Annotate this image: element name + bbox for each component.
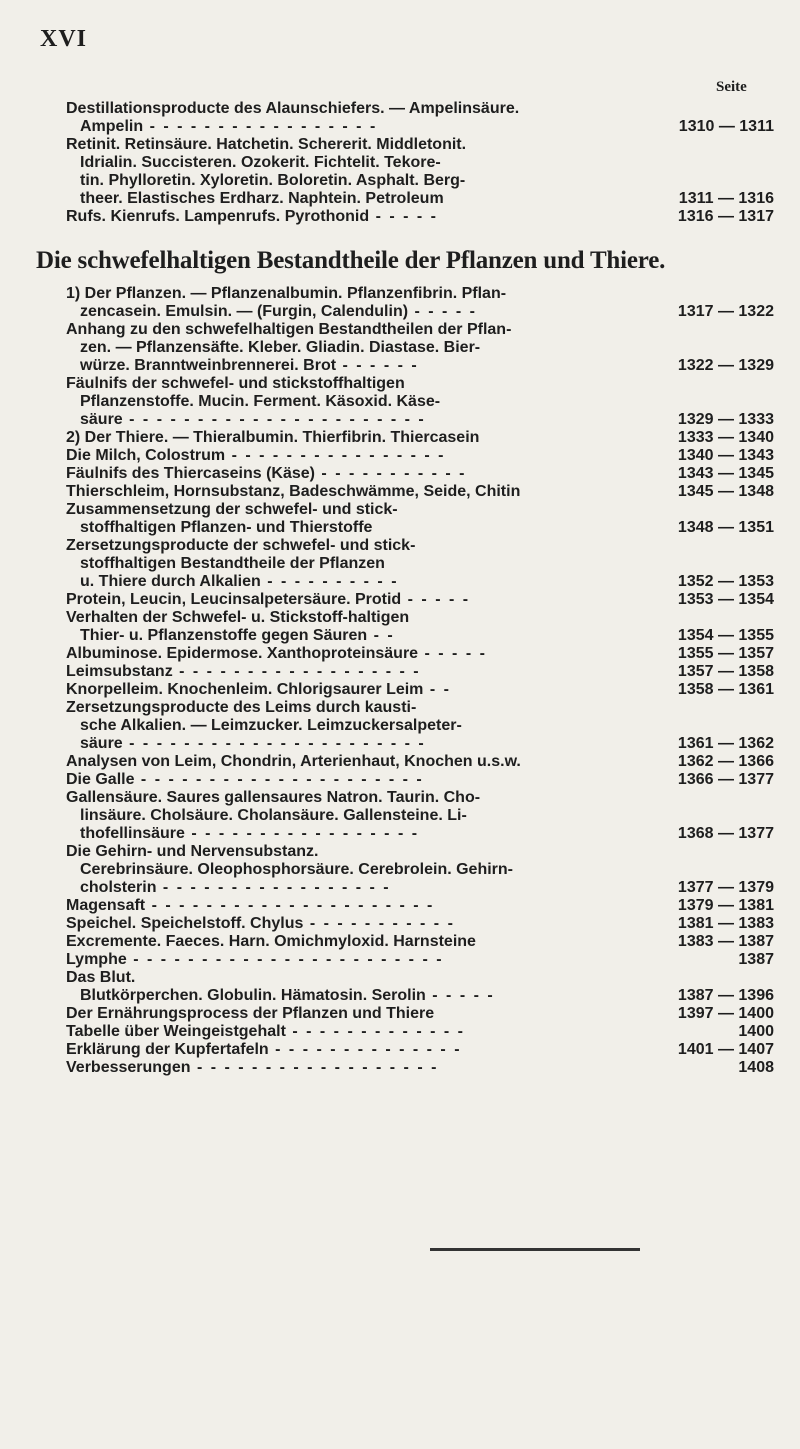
toc-entry-text: würze. Branntweinbrennerei. Brot - - - - - - [80,357,419,374]
toc-entry-text: Pflanzenstoffe. Mucin. Ferment. Käsoxid. Käse- [80,393,441,410]
toc-entry-line [66,699,774,717]
toc-entry [66,429,774,447]
toc-entry-line [66,843,774,861]
toc-entry [66,591,774,609]
toc-entry [66,321,774,375]
toc-entry-text: stoffhaltigen Pflanzen- und Thierstoffe [80,519,373,536]
toc-entry-line [66,190,774,208]
toc-entry-line [66,807,774,825]
toc-entry [66,100,774,136]
toc-entry-line [66,537,774,555]
toc-entry-line [66,987,774,1005]
toc-entry-text: Protein, Leucin, Leucinsalpetersäure. Protid - - - - - [66,591,471,608]
leader-dashes: - - - - - - - - - - - - - - - - - - - - - [134,771,424,788]
leader-dashes: - - - - - - - - - - - - - - - - - - - - - - [122,411,426,428]
page-range: 1387 [738,951,774,968]
toc-entry [66,897,774,915]
toc-entry-line [66,285,774,303]
page-range: 1355 — 1357 [677,645,774,662]
toc-entry-line [66,483,774,501]
toc-entry-line [66,573,774,591]
toc-entry-text: Rufs. Kienrufs. Lampenrufs. Pyrothonid - - - - - [66,208,439,225]
leader-dashes: - - [423,681,451,698]
toc-entry [66,843,774,897]
toc-entry-line [66,735,774,753]
page-range: 1353 — 1354 [677,591,774,608]
toc-entry-text: Anhang zu den schwefelhaltigen Bestandtheilen der Pflan- [66,321,512,338]
column-header-seite: Seite [716,79,747,95]
toc-entry-text: Blutkörperchen. Globulin. Hämatosin. Serolin - - - - - [80,987,495,1004]
page-range: 1343 — 1345 [677,465,774,482]
leader-dashes: - - - - - - - - - - - - - - - - - - - - - - - [126,951,444,968]
toc-entry [66,136,774,208]
leader-dashes: - - - - - - - - - - - [314,465,467,482]
toc-entry [66,951,774,969]
toc-entry-line [66,429,774,447]
toc-entry-line [66,951,774,969]
page-range: 1381 — 1383 [677,915,774,932]
toc-entry-text: Fäulnifs des Thiercaseins (Käse) - - - - - - - - - - - [66,465,467,482]
page-range: 1354 — 1355 [677,627,774,644]
toc-entry-line [66,879,774,897]
leader-dashes: - - - - - - - - - - - [303,915,455,932]
toc-entry-text: zencasein. Emulsin. — (Furgin, Calendulin) - - - - - [80,303,477,320]
toc-entry [66,465,774,483]
page-range: 1379 — 1381 [677,897,774,914]
toc-entry-text: Verhalten der Schwefel- u. Stickstoff-haltigen [66,609,410,626]
toc-entry-line [66,789,774,807]
toc-entry-text: Zersetzungsproducte der schwefel- und stick- [66,537,416,554]
toc-entry-text: Knorpelleim. Knochenleim. Chlorigsaurer Leim - - [66,681,451,698]
toc-entry-line [66,447,774,465]
toc-entry [66,1005,774,1023]
leader-dashes: - - - - - [369,208,439,225]
toc-entry [66,969,774,1005]
toc-entry-text: 2) Der Thiere. — Thieralbumin. Thierfibrin. Thiercasein [66,429,480,446]
toc-entry [66,375,774,429]
toc-entry [66,789,774,843]
toc-entry-line [66,136,774,154]
toc-entry [66,1023,774,1041]
toc-entry-text: Die Gehirn- und Nervensubstanz. [66,843,319,860]
toc-entry-text: Retinit. Retinsäure. Hatchetin. Schererit. Middletonit. [66,136,467,153]
toc-entry-line [66,861,774,879]
toc-entry [66,681,774,699]
toc-entry-text: sche Alkalien. — Leimzucker. Leimzuckersalpeter- [80,717,462,734]
toc-entry-line [66,465,774,483]
toc-entry-line [66,357,774,375]
toc-main-section [66,285,774,1077]
toc-entry-line [66,591,774,609]
toc-entry [66,208,774,226]
toc-entry [66,771,774,789]
toc-entry-line [66,519,774,537]
page-range: 1358 — 1361 [677,681,774,698]
toc-entry [66,915,774,933]
toc-entry-text: cholsterin - - - - - - - - - - - - - - - - - [80,879,391,896]
toc-entry [66,447,774,465]
toc-entry-text: Erklärung der Kupfertafeln - - - - - - - - - - - - - - [66,1041,462,1058]
page-range: 1357 — 1358 [677,663,774,680]
toc-entry-line [66,118,774,136]
page-range: 1352 — 1353 [677,573,774,590]
toc-entry-text: Magensaft - - - - - - - - - - - - - - - - - - - - - [66,897,435,914]
page-range: 1408 [738,1059,774,1076]
toc-entry [66,1059,774,1077]
page-range: 1383 — 1387 [677,933,774,950]
toc-entry-text: Cerebrinsäure. Oleophosphorsäure. Cerebrolein. Gehirn- [80,861,513,878]
toc-entry-text: Lymphe - - - - - - - - - - - - - - - - - - - - - - - [66,951,444,968]
toc-entry [66,483,774,501]
toc-entry [66,933,774,951]
toc-entry [66,1041,774,1059]
toc-entry-text: Ampelin - - - - - - - - - - - - - - - - - [80,118,378,135]
leader-dashes: - - - - - - - - - - - - - - - - - - - - - [145,897,435,914]
toc-entry-text: Tabelle über Weingeistgehalt - - - - - - - - - - - - - [66,1023,465,1040]
toc-entry-line [66,172,774,190]
page-range: 1361 — 1362 [677,735,774,752]
leader-dashes: - - - - - [401,591,471,608]
toc-entry-text: 1) Der Pflanzen. — Pflanzenalbumin. Pflanzenfibrin. Pflan- [66,285,507,302]
toc-entry [66,609,774,645]
toc-entry-text: Fäulnifs der schwefel- und stickstoffhaltigen [66,375,405,392]
toc-entry-line [66,100,774,118]
toc-entry-text: stoffhaltigen Bestandtheile der Pflanzen [80,555,385,572]
leader-dashes: - - - - - [425,987,495,1004]
toc-entry-text: thofellinsäure - - - - - - - - - - - - - - - - - [80,825,420,842]
toc-entry-text: Leimsubstanz - - - - - - - - - - - - - - - - - - [66,663,421,680]
toc-entry-line [66,717,774,735]
toc-entry-text: Die Galle - - - - - - - - - - - - - - - - - - - - - [66,771,424,788]
page-range: 1311 — 1316 [678,190,774,207]
toc-entry [66,753,774,771]
toc-entry-line [66,303,774,321]
toc-entry-line [66,753,774,771]
page-range: 1397 — 1400 [677,1005,774,1022]
leader-dashes: - - - - - - - - - - - - - - - - - - - - - - [122,735,426,752]
toc-entry-line [66,627,774,645]
toc-entry-text: Die Milch, Colostrum - - - - - - - - - - - - - - - - [66,447,446,464]
toc-entry-line [66,1005,774,1023]
toc-entry-text: säure - - - - - - - - - - - - - - - - - - - - - - [80,735,426,752]
leader-dashes: - - - - - - - - - - - - - - - - - - [172,663,421,680]
toc-entry-text: tin. Phylloretin. Xyloretin. Boloretin. Asphalt. Berg- [80,172,466,189]
leader-dashes: - - - - - - - - - - - - - - - - [225,447,446,464]
toc-entry-text: theer. Elastisches Erdharz. Naphtein. Petroleum [80,190,444,207]
toc-entry-text: u. Thiere durch Alkalien - - - - - - - - - - [80,573,399,590]
toc-entry-line [66,1059,774,1077]
section-heading: Die schwefelhaltigen Bestandtheile der Pflanzen und Thiere. [36,247,666,274]
toc-entry-line [66,411,774,429]
page-range: 1322 — 1329 [677,357,774,374]
toc-entry-text: linsäure. Cholsäure. Cholansäure. Gallensteine. Li- [80,807,467,824]
page-range: 1316 — 1317 [677,208,774,225]
leader-dashes: - - - - - - - - - - [260,573,399,590]
page-range: 1310 — 1311 [678,118,774,135]
toc-entry-text: Verbesserungen - - - - - - - - - - - - - - - - - - [66,1059,439,1076]
leader-dashes: - - - - - - - - - - - - - - - - - - [190,1059,439,1076]
leader-dashes: - - - - - [408,303,477,320]
toc-entry-line [66,208,774,226]
leader-dashes: - - - - - - [336,357,419,374]
page-range: 1368 — 1377 [677,825,774,842]
toc-entry-line [66,501,774,519]
bottom-rule [430,1248,640,1251]
page-range: 1387 — 1396 [677,987,774,1004]
page-range: 1366 — 1377 [677,771,774,788]
toc-entry-line [66,969,774,987]
toc-entry-line [66,393,774,411]
toc-entry [66,501,774,537]
toc-entry-text: Der Ernährungsprocess der Pflanzen und Thiere [66,1005,435,1022]
toc-entry-text: Thier- u. Pflanzenstoffe gegen Säuren - - [80,627,395,644]
toc-entry-text: säure - - - - - - - - - - - - - - - - - - - - - - [80,411,426,428]
leader-dashes: - - - - - - - - - - - - - - [268,1041,462,1058]
toc-entry-line [66,897,774,915]
page-range: 1329 — 1333 [677,411,774,428]
toc-entry-text: Idrialin. Succisteren. Ozokerit. Fichtelit. Tekore- [80,154,441,171]
leader-dashes: - - - - - - - - - - - - - [285,1023,465,1040]
page-range: 1348 — 1351 [677,519,774,536]
leader-dashes: - - [367,627,395,644]
toc-entry [66,537,774,591]
toc-entry-text: Analysen von Leim, Chondrin, Arterienhaut, Knochen u.s.w. [66,753,521,770]
toc-entry-text: Zusammensetzung der schwefel- und stick- [66,501,398,518]
toc-entry-line [66,375,774,393]
toc-entry-text: Excremente. Faeces. Harn. Omichmyloxid. Harnsteine [66,933,476,950]
toc-entry-text: Das Blut. [66,969,136,986]
toc-entry-text: Albuminose. Epidermose. Xanthoproteinsäure - - - - - [66,645,487,662]
toc-entry-line [66,825,774,843]
toc-entry [66,699,774,753]
leader-dashes: - - - - - - - - - - - - - - - - - [184,825,420,842]
toc-entry-line [66,154,774,172]
toc-entry-line [66,645,774,663]
leader-dashes: - - - - - - - - - - - - - - - - - [156,879,391,896]
toc-entry [66,663,774,681]
page-range: 1400 [738,1023,774,1040]
page-range: 1345 — 1348 [677,483,774,500]
page-number: XVI [40,26,88,52]
toc-top-section [66,100,774,226]
page-range: 1340 — 1343 [677,447,774,464]
toc-entry-text: Speichel. Speichelstoff. Chylus - - - - - - - - - - - [66,915,455,932]
toc-entry [66,645,774,663]
toc-entry-line [66,915,774,933]
toc-entry-line [66,609,774,627]
toc-entry-text: Zersetzungsproducte des Leims durch kausti- [66,699,417,716]
toc-entry-line [66,321,774,339]
toc-entry [66,285,774,321]
toc-entry-line [66,681,774,699]
toc-entry-line [66,1023,774,1041]
toc-entry-text: Gallensäure. Saures gallensaures Natron. Taurin. Cho- [66,789,481,806]
toc-entry-line [66,339,774,357]
page-range: 1317 — 1322 [677,303,774,320]
page-range: 1362 — 1366 [677,753,774,770]
page-range: 1333 — 1340 [677,429,774,446]
toc-entry-text: Thierschleim, Hornsubstanz, Badeschwämme, Seide, Chitin [66,483,521,500]
toc-entry-line [66,1041,774,1059]
toc-entry-text: zen. — Pflanzensäfte. Kleber. Gliadin. Diastase. Bier- [80,339,481,356]
toc-entry-line [66,933,774,951]
toc-entry-line [66,555,774,573]
page-range: 1377 — 1379 [677,879,774,896]
leader-dashes: - - - - - [418,645,487,662]
toc-entry-text: Destillationsproducte des Alaunschiefers. — Ampelinsäure. [66,100,520,117]
page-range: 1401 — 1407 [677,1041,774,1058]
toc-entry-line [66,771,774,789]
leader-dashes: - - - - - - - - - - - - - - - - - [143,118,378,135]
toc-entry-line [66,663,774,681]
